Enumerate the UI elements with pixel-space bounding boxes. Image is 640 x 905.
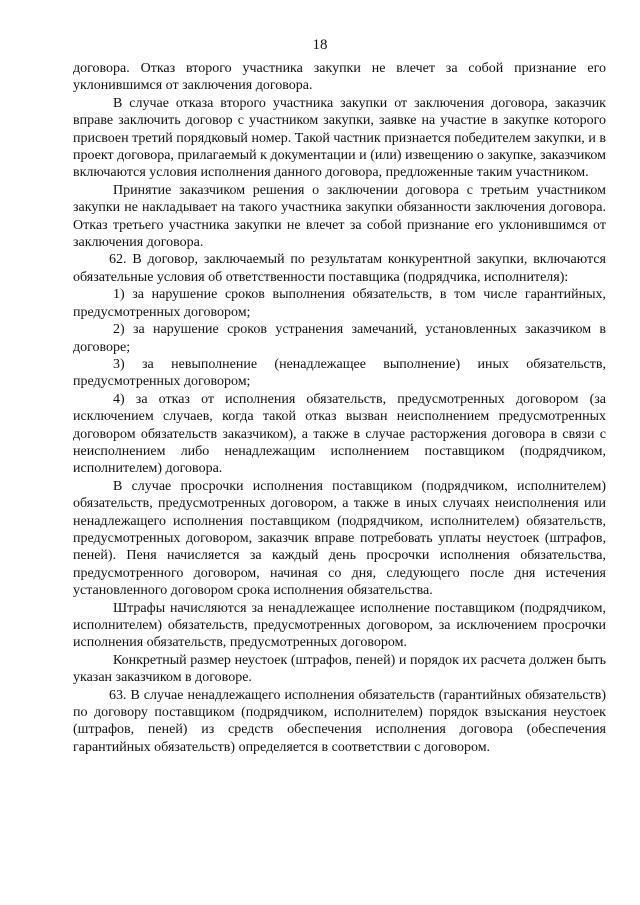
list-item-4: 4) за отказ от исполнения обязательств, предусмотренных договором (за исключением случаев, когда такой отказ вызван неисполнением предусмотренных договором обязательств заказчиком), а также в случае расторжения договора в связи с неисполнением либо ненадлежащим исполнением поставщиком (подрядчиком, исполнителем) договора.	[73, 391, 606, 477]
paragraph-continuation: договора. Отказ второго участника закупки не влечет за собой признание его уклонившимся от заключения договора.	[73, 61, 606, 94]
page-number: 18	[312, 37, 328, 53]
paragraph-third-participant-decision: Принятие заказчиком решения о заключении договора с третьим участником закупки не накладывает на такого участника закупки обязанности заключения договора. Отказ третьего участника закупки не влечет за собой признание его уклонившимся от заключения договора.	[73, 182, 606, 251]
list-item-3: 3) за невыполнение (ненадлежащее выполнение) иных обязательств, предусмотренных договором;	[73, 356, 606, 390]
paragraph-second-participant-refusal: В случае отказа второго участника закупки от заключения договора, заказчик вправе заключить договор с участником закупки, заявке на участие в закупке которого присвоен третий порядковый номер. Такой частник признается победителем закупки, и в проект договора, прилагаемый к документации и (или) извещению о закупке, заказчиком включаются условия исполнения данного договора, предложенные таким участником.	[73, 95, 606, 181]
paragraph-delay-penalties: В случае просрочки исполнения поставщиком (подрядчиком, исполнителем) обязательств, предусмотренных договором, а также в иных случаях неисполнения или ненадлежащего исполнения поставщиком (подрядчиком, исполнителем) обязательств, предусмотренных договором, заказчик вправе потребовать уплаты неустоек (штрафов, пеней). Пеня начисляется за каждый день просрочки исполнения обязательства, предусмотренного договором, начиная со дня, следующего после дня истечения установленного договором срока исполнения обязательства.	[73, 478, 606, 599]
list-item-1: 1) за нарушение сроков выполнения обязательств, в том числе гарантийных, предусмотренных договором;	[73, 287, 606, 320]
list-item-2: 2) за нарушение сроков устранения замечаний, установленных заказчиком в договоре;	[73, 322, 606, 355]
paragraph-penalty-amount: Конкретный размер неустоек (штрафов, пеней) и порядок их расчета должен быть указан заказчиком в договоре.	[73, 652, 606, 686]
paragraph-clause-62: 62. В договор, заключаемый по результатам конкурентной закупки, включаются обязательные условия об ответственности поставщика (подрядчика, исполнителя):	[73, 252, 606, 285]
paragraph-fines: Штрафы начисляются за ненадлежащее исполнение поставщиком (подрядчиком, исполнителем) обязательств, предусмотренных договором, за исключением просрочки исполнения обязательств, предусмотренных договором.	[73, 600, 606, 651]
document-body	[73, 60, 606, 756]
paragraph-clause-63: 63. В случае ненадлежащего исполнения обязательств (гарантийных обязательств) по договору поставщиком (подрядчиком, исполнителем) порядок взыскания неустоек (штрафов, пеней) из средств обеспечения исполнения договора (обеспечения гарантийных обязательств) определяется в соответствии с договором.	[73, 687, 606, 755]
